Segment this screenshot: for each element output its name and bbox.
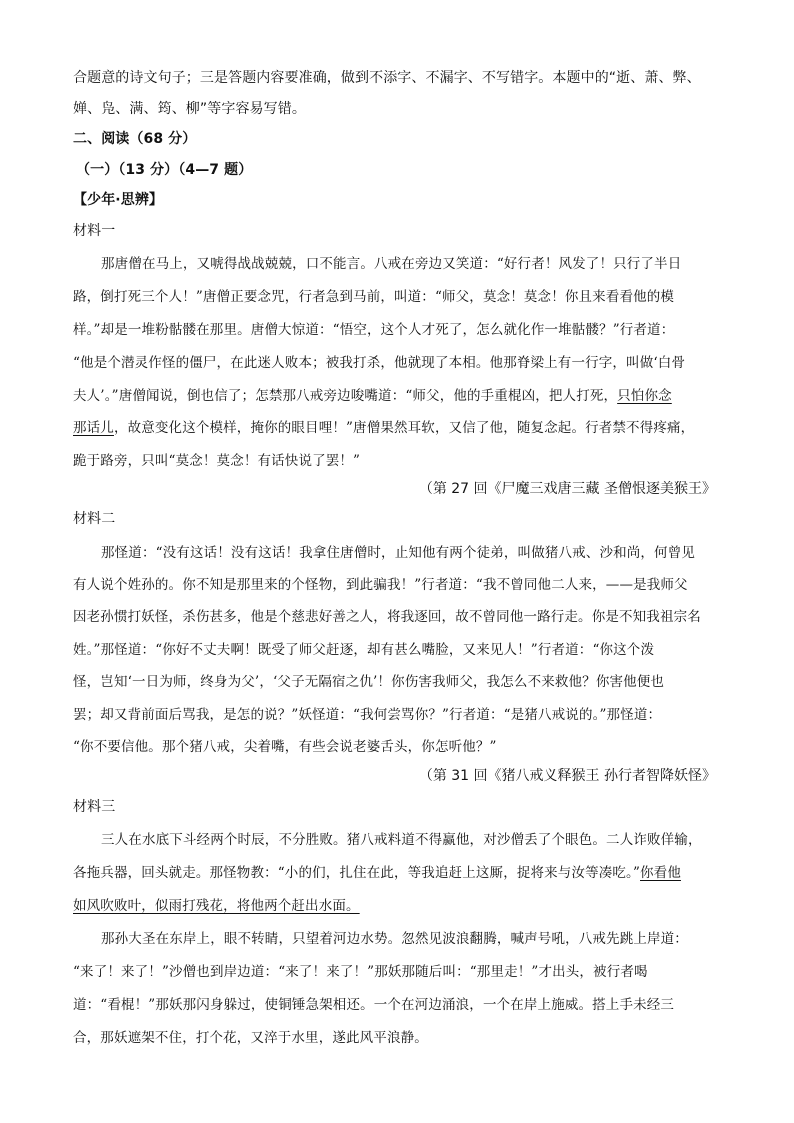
material-1-line: “他是个潜灵作怪的僵尸，在此迷人败本；被我打杀，他就现了本相。他那脊梁上有一行字，叫做‘白骨 [73, 355, 686, 371]
material-3-line: “来了！来了！”沙僧也到岸边道：“来了！来了！”那妖那随后叫：“那里走！”才出头，被行者喝 [73, 964, 648, 980]
material-3-line: 三人在水底下斗经两个时辰，不分胜败。猪八戒料道不得赢他，对沙僧丢了个眼色。二人诈败佯输， [101, 832, 702, 848]
material-3-line [73, 896, 723, 916]
material-3-text: 各拖兵器，回头就走。那怪物教：“小的们，扎住在此，等我追赶上这厮，捉将来与汝等凑吃。” [73, 865, 641, 881]
section-title: 二、阅读（68 分） [73, 131, 197, 147]
underlined-text: 如风吹败叶，似雨打残花，将他两个赶出水面。 [73, 898, 360, 914]
material-1-line: 跪于路旁，只叫“莫念！莫念！有话快说了罢！” [73, 453, 361, 469]
material-2-caption: （第 31 回《猪八戒义释猴王 孙行者智降妖怪》 [418, 768, 716, 784]
section-tag: 【少年·思辨】 [73, 192, 164, 208]
material-2-line: 因老孙惯打妖怪，杀伤甚多，他是个慈悲好善之人，将我逐回，故不曾同他一路行走。你是不知我祖宗名 [73, 609, 701, 625]
material-2-label: 材料二 [73, 511, 116, 527]
material-3-line: 道：“看棍！”那妖那闪身躲过，使铜锤急架相还。一个在河边涌浪，一个在岸上施威。搭上手未经三 [73, 997, 675, 1013]
material-1-line [73, 386, 723, 406]
underlined-text: 那话儿 [73, 420, 114, 436]
underlined-text: 你看他 [640, 865, 681, 881]
material-3-label: 材料三 [73, 799, 116, 815]
intro-line-2: 婵、凫、满、筠、柳”等字容易写错。 [73, 101, 306, 117]
material-1-line: 样。”却是一堆粉骷髅在那里。唐僧大惊道：“悟空，这个人才死了，怎么就化作一堆骷髅？”行者道： [73, 322, 675, 338]
material-1-text: 夫人’。”唐僧闻说，倒也信了；怎禁那八戒旁边唆嘴道：“师父，他的手重棍凶，把人打死， [73, 388, 618, 404]
material-2-line: 有人说个姓孙的。你不知是那里来的个怪物，到此骗我！”行者道：“我不曾同他二人来，——是我师父 [73, 577, 688, 593]
material-3-line [73, 863, 723, 883]
material-2-line: 那怪道：“没有这话！没有这话！我拿住唐僧时，止知他有两个徒弟，叫做猪八戒、沙和尚，何曾见 [101, 545, 695, 561]
material-2-line: “你不要信他。那个猪八戒，尖着嘴，有些会说老婆舌头，你怎听他？” [73, 739, 497, 755]
material-2-line: 姓。”那怪道：“你好不丈夫啊！既受了师父赶逐，却有甚么嘴脸，又来见人！”行者道：“你这个泼 [73, 642, 655, 658]
material-1-line: 路，倒打死三个人！”唐僧正要念咒，行者急到马前，叫道：“师父，莫念！莫念！你且来看看他的模 [73, 289, 675, 305]
material-1-caption: （第 27 回《尸魔三戏唐三藏 圣僧恨逐美猴王》 [418, 481, 716, 497]
underlined-text: 只怕你念 [617, 388, 672, 404]
material-2-line: 怪，岂知‘一日为师，终身为父’，‘父子无隔宿之仇’！你伤害我师父，我怎么不来救他？你害他便也 [73, 674, 665, 690]
material-1-text: ，故意变化这个模样，掩你的眼目哩！”唐僧果然耳软，又信了他，随复念起。行者禁不得疼痛， [113, 420, 695, 436]
part-title: （一）（13 分）（4—7 题） [76, 162, 253, 178]
material-2-line: 罢；却又背前面后骂我，是怎的说？”妖怪道：“我何尝骂你？”行者道：“是猪八戒说的。”那怪道： [73, 707, 662, 723]
material-1-line [73, 418, 723, 438]
intro-line-1: 合题意的诗文句子；三是答题内容要准确，做到不添字、不漏字、不写错字。本题中的“逝、萧、弊、 [73, 70, 701, 86]
material-1-line: 那唐僧在马上，又唬得战战兢兢，口不能言。八戒在旁边又笑道：“好行者！风发了！只行了半日 [101, 256, 682, 272]
material-3-line: 合，那妖遮架不住，打个花，又淬于水里，遂此风平浪静。 [73, 1030, 428, 1046]
material-3-line: 那孙大圣在东岸上，眼不转睛，只望着河边水势。忽然见波浪翻腾，喊声号吼，八戒先跳上岸道： [101, 931, 688, 947]
material-1-label: 材料一 [73, 223, 116, 239]
